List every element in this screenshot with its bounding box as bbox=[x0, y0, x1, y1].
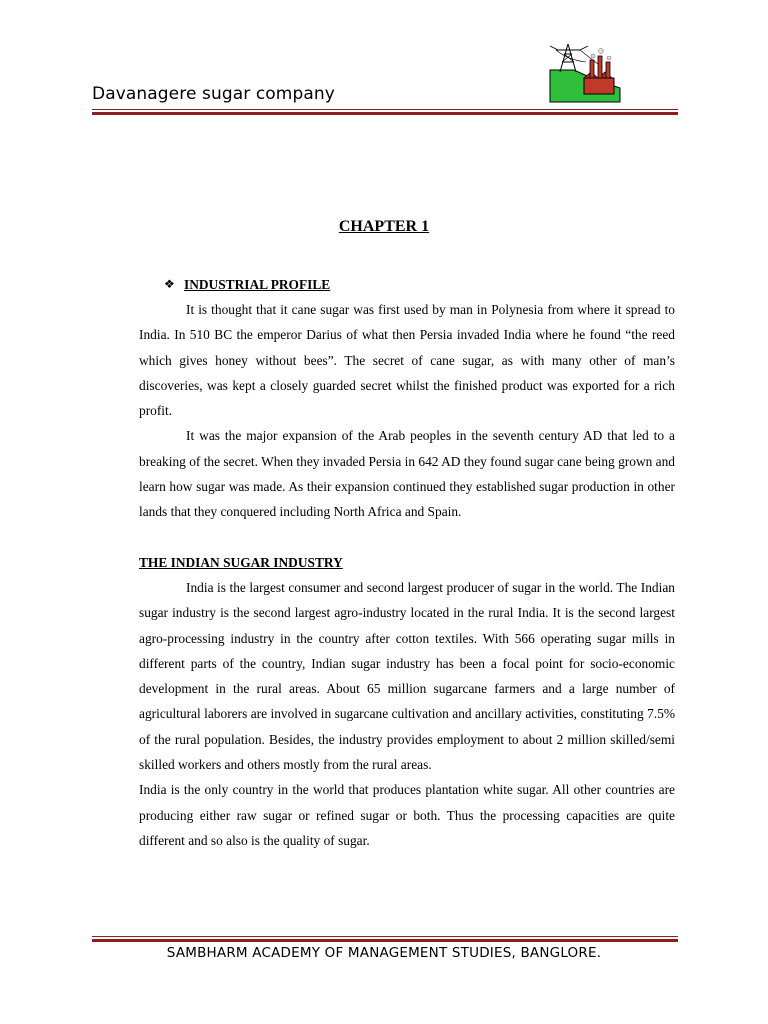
diamond-bullet-icon: ❖ bbox=[164, 277, 175, 291]
footer-institution: SAMBHARM ACADEMY OF MANAGEMENT STUDIES, BANGLORE. bbox=[166, 945, 602, 961]
industrial-profile-paragraph: It was the major expansion of the Arab peoples in the seventh century AD that led to a breaking of the secret. When they invaded Persia in 642 AD they found sugar cane being grown and learn how sugar was made. As their expansion continued they established sugar production in other lands that they conquered including North Africa and Spain. bbox=[139, 428, 675, 520]
indian-sugar-industry-paragraph: India is the largest consumer and second largest producer of sugar in the world. The Indian sugar industry is the second largest agro-industry located in the rural India. It is the second largest agro-processing industry in the country after cotton textiles. With 566 operating sugar mills in different parts of the country, Indian sugar industry has been a focal point for socio-economic development in the rural areas. About 65 million sugarcane farmers and a large number of agricultural laborers are involved in sugarcane cultivation and ancillary activities, constituting 7.5% of the rural population. Besides, the industry provides employment to about 2 million skilled/semi skilled workers and others mostly from the rural areas. bbox=[139, 579, 675, 773]
header-divider-thick bbox=[92, 112, 678, 115]
industrial-profile-heading bbox=[139, 272, 675, 297]
body-content bbox=[139, 272, 675, 853]
indian-sugar-industry-heading: THE INDIAN SUGAR INDUSTRY bbox=[139, 554, 343, 570]
indian-sugar-industry-paragraph: India is the only country in the world that produces plantation white sugar. All other countries are producing either raw sugar or refined sugar or both. Thus the processing capacities are quite different and so also is the quality of sugar. bbox=[139, 782, 675, 848]
footer-divider-thick bbox=[92, 939, 678, 942]
industrial-profile-paragraph: It is thought that it cane sugar was first used by man in Polynesia from where it spread to India. In 510 BC the emperor Darius of what then Persia invaded India where he found “the reed which gives honey without bees”. The secret of cane sugar, as with many other of man’s discoveries, was kept a closely guarded secret whilst the finished product was exported for a rich profit. bbox=[139, 302, 675, 419]
industrial-profile-heading-label: INDUSTRIAL PROFILE bbox=[184, 277, 331, 292]
footer-divider-thin bbox=[92, 936, 678, 937]
header-divider-thin bbox=[92, 109, 678, 110]
chapter-title: CHAPTER 1 bbox=[338, 218, 430, 235]
sugar-factory-logo-icon bbox=[546, 40, 624, 106]
header-title: Davanagere sugar company bbox=[92, 84, 335, 104]
